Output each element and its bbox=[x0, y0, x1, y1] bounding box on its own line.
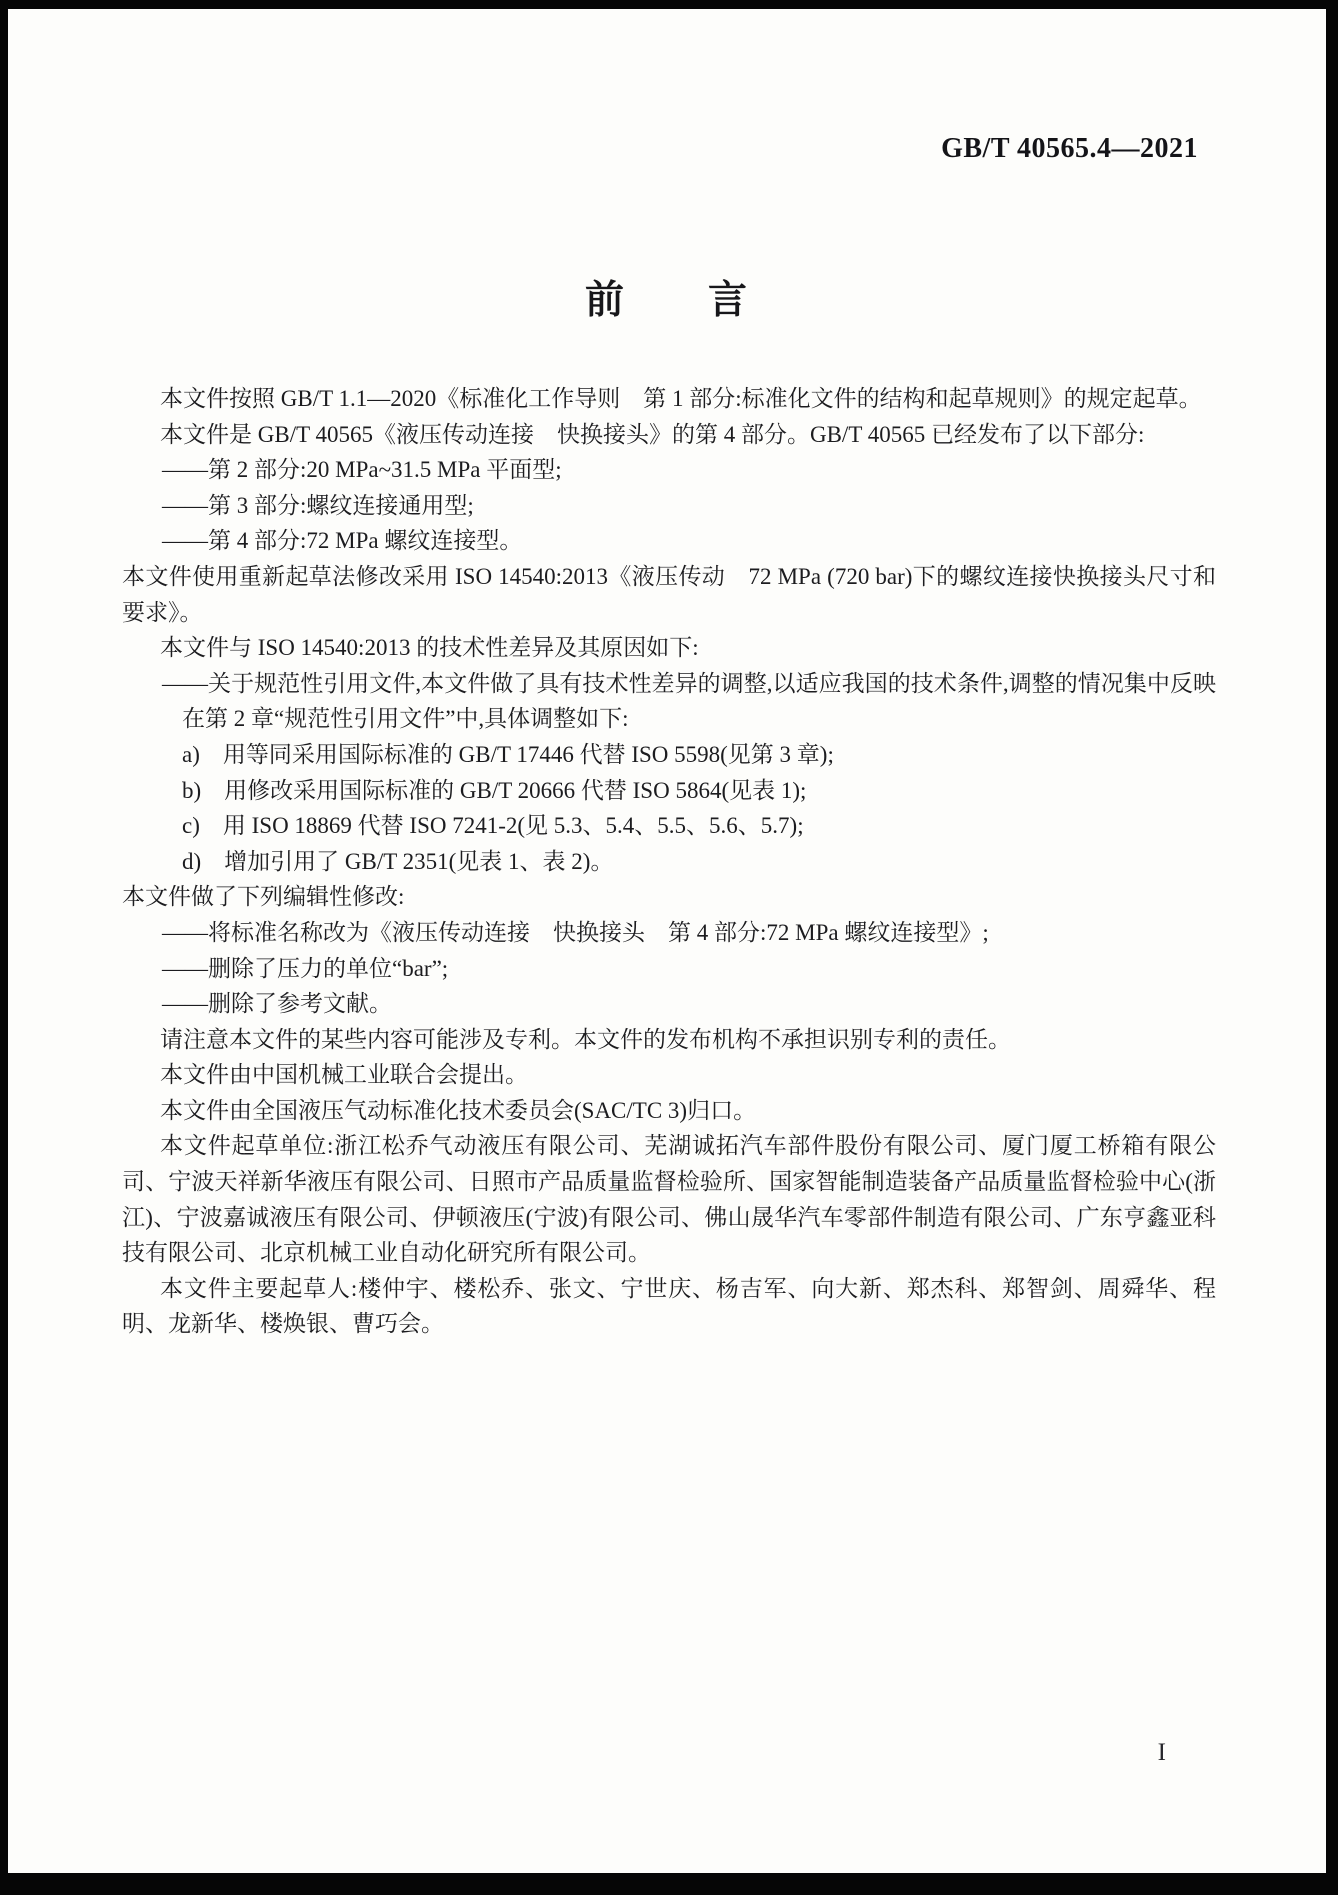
paragraph: 本文件主要起草人:楼仲宇、楼松乔、张文、宁世庆、杨吉军、向大新、郑杰科、郑智剑、周舜华、程明、龙新华、楼焕银、曹巧会。 bbox=[122, 1275, 1216, 1337]
paragraph: ——删除了参考文献。 bbox=[162, 991, 392, 1017]
paragraph: 本文件起草单位:浙江松乔气动液压有限公司、芜湖诚拓汽车部件股份有限公司、厦门厦工桥箱有限公司、宁波天祥新华液压有限公司、日照市产品质量监督检验所、国家智能制造装备产品质量监督检验中心(浙江)、宁波嘉诚液压有限公司、伊顿液压(宁波)有限公司、佛山晟华汽车零部件制造有限公司、广东亨鑫亚科技有限公司、北京机械工业自动化研究所有限公司。 bbox=[122, 1133, 1216, 1266]
paragraph: ——第 3 部分:螺纹连接通用型; bbox=[162, 492, 474, 518]
paragraph: b) 用修改采用国际标准的 GB/T 20666 代替 ISO 5864(见表 1); bbox=[182, 777, 807, 803]
paragraph: 本文件由全国液压气动标准化技术委员会(SAC/TC 3)归口。 bbox=[160, 1097, 757, 1123]
paragraph: d) 增加引用了 GB/T 2351(见表 1、表 2)。 bbox=[182, 848, 614, 874]
paragraph: 本文件与 ISO 14540:2013 的技术性差异及其原因如下: bbox=[160, 635, 699, 661]
paragraph: 请注意本文件的某些内容可能涉及专利。本文件的发布机构不承担识别专利的责任。 bbox=[160, 1026, 1011, 1052]
paragraph: ——删除了压力的单位“bar”; bbox=[162, 955, 449, 981]
document-body bbox=[122, 381, 1216, 1342]
paragraph: ——第 4 部分:72 MPa 螺纹连接型。 bbox=[162, 528, 523, 554]
page-number: I bbox=[1157, 1739, 1166, 1766]
paragraph: 本文件做了下列编辑性修改: bbox=[122, 884, 405, 910]
paragraph: 本文件是 GB/T 40565《液压传动连接 快换接头》的第 4 部分。GB/T 40565 已经发布了以下部分: bbox=[160, 421, 1145, 447]
paragraph: a) 用等同采用国际标准的 GB/T 17446 代替 ISO 5598(见第 3 章); bbox=[182, 741, 834, 767]
paragraph: ——第 2 部分:20 MPa~31.5 MPa 平面型; bbox=[162, 457, 562, 483]
paragraph: ——关于规范性引用文件,本文件做了具有技术性差异的调整,以适应我国的技术条件,调整的情况集中反映在第 2 章“规范性引用文件”中,具体调整如下: bbox=[162, 670, 1216, 732]
paragraph: 本文件使用重新起草法修改采用 ISO 14540:2013《液压传动 72 MPa (720 bar)下的螺纹连接快换接头尺寸和要求》。 bbox=[122, 563, 1216, 625]
paragraph: 本文件由中国机械工业联合会提出。 bbox=[160, 1062, 528, 1088]
document-page bbox=[8, 9, 1326, 1873]
standard-code: GB/T 40565.4—2021 bbox=[941, 133, 1198, 164]
page-title: 前 言 bbox=[584, 279, 749, 322]
paragraph: 本文件按照 GB/T 1.1—2020《标准化工作导则 第 1 部分:标准化文件的结构和起草规则》的规定起草。 bbox=[160, 386, 1202, 411]
paragraph: ——将标准名称改为《液压传动连接 快换接头 第 4 部分:72 MPa 螺纹连接型》; bbox=[162, 919, 989, 945]
paragraph: c) 用 ISO 18869 代替 ISO 7241-2(见 5.3、5.4、5.5、5.6、5.7); bbox=[182, 813, 804, 839]
